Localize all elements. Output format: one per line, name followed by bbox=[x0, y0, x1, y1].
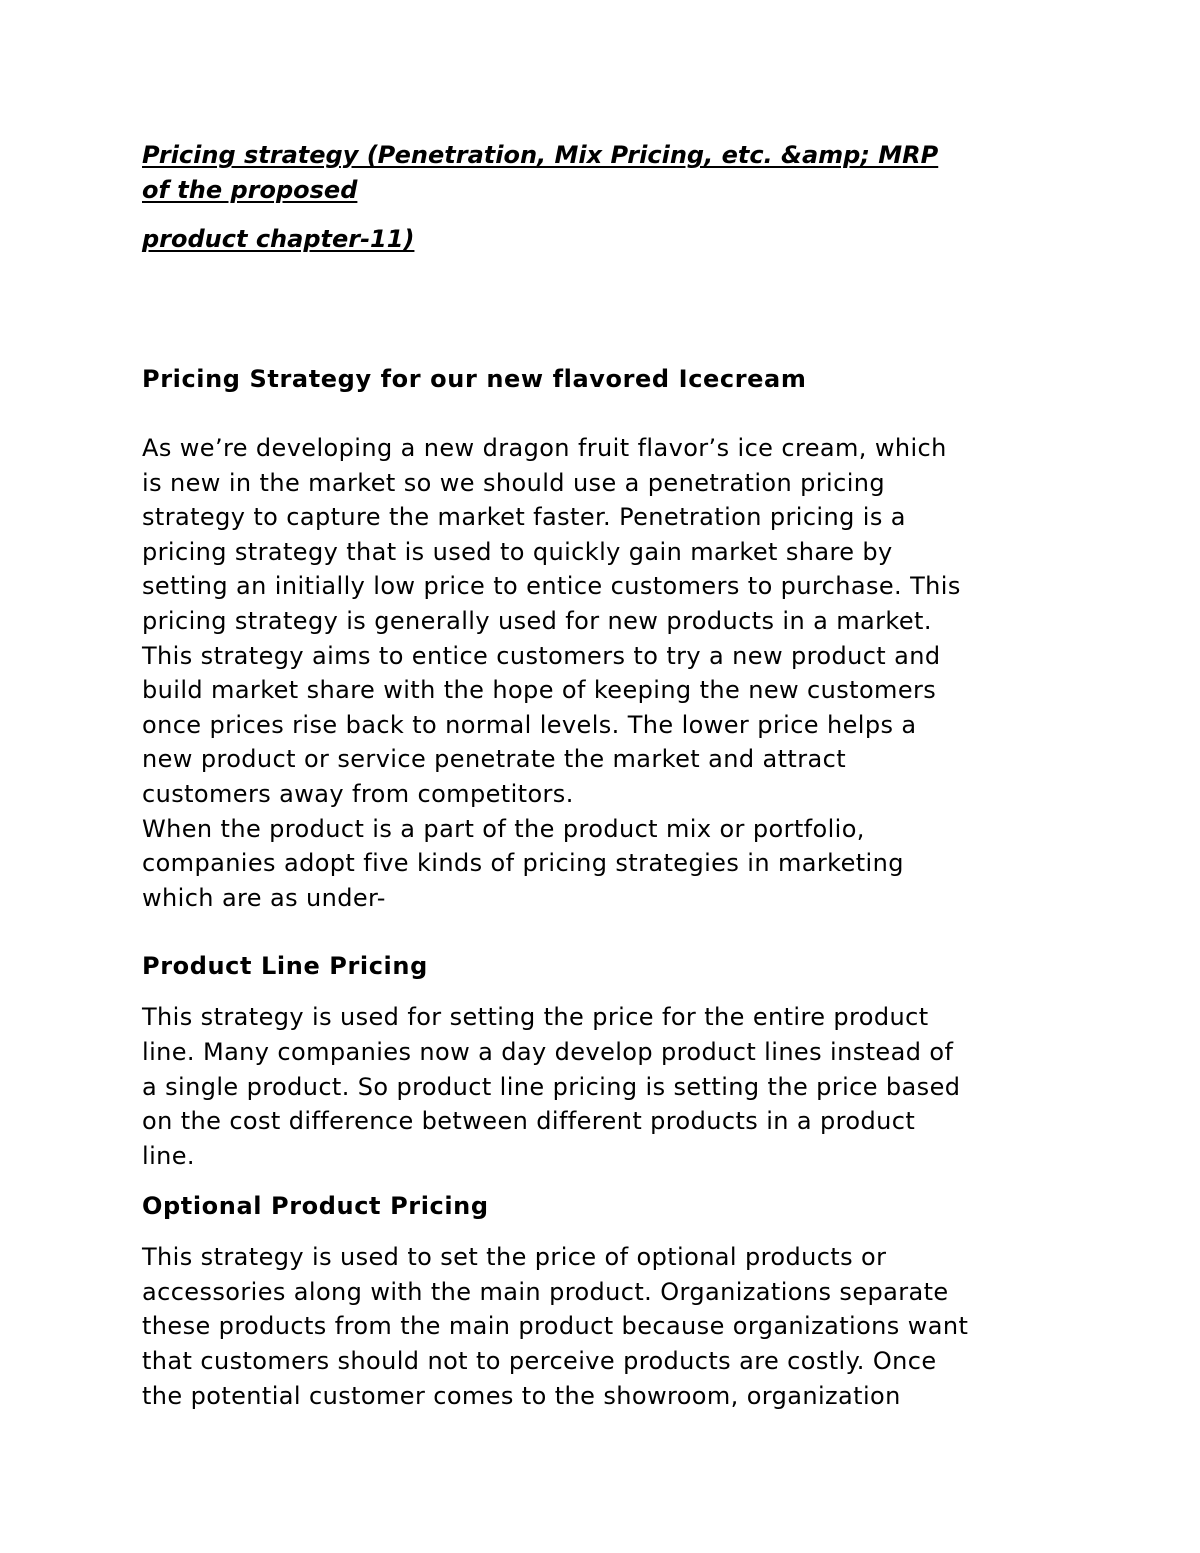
section-title: Pricing Strategy for our new flavored Icecream bbox=[142, 365, 807, 393]
paragraph-line: line. Many companies now a day develop product lines instead of bbox=[142, 1037, 954, 1066]
paragraph-line: that customers should not to perceive products are costly. Once bbox=[142, 1347, 937, 1376]
paragraph-line: When the product is a part of the product mix or portfolio, bbox=[142, 814, 865, 843]
section-paragraph bbox=[142, 1000, 1072, 1173]
paragraph-line: new product or service penetrate the market and attract bbox=[142, 745, 847, 774]
paragraph-line: which are as under- bbox=[142, 883, 386, 912]
paragraph-line: This strategy aims to entice customers to try a new product and bbox=[142, 641, 941, 670]
paragraph-line: the potential customer comes to the showroom, organization bbox=[142, 1381, 901, 1410]
heading-line-2: of the proposed bbox=[142, 176, 358, 204]
paragraph-line: companies adopt five kinds of pricing strategies in marketing bbox=[142, 849, 904, 878]
section-title: Product Line Pricing bbox=[142, 952, 428, 981]
paragraph-line: build market share with the hope of keeping the new customers bbox=[142, 676, 937, 705]
document-heading bbox=[142, 138, 1072, 257]
paragraph-line: strategy to capture the market faster. Penetration pricing is a bbox=[142, 503, 906, 532]
section-product-line-pricing bbox=[142, 949, 1072, 1173]
paragraph-line: This strategy is used for setting the price for the entire product bbox=[142, 1003, 929, 1032]
heading-line-1: Pricing strategy (Penetration, Mix Pricing, etc. &amp; MRP bbox=[142, 141, 939, 169]
paragraph-line: accessories along with the main product. Organizations separate bbox=[142, 1277, 949, 1306]
paragraph-line: customers away from competitors. bbox=[142, 779, 574, 808]
paragraph-line: As we’re developing a new dragon fruit flavor’s ice cream, which bbox=[142, 434, 947, 462]
paragraph-line: pricing strategy that is used to quickly gain market share by bbox=[142, 537, 893, 566]
paragraph-line: This strategy is used to set the price of optional products or bbox=[142, 1243, 887, 1272]
paragraph-line: once prices rise back to normal levels. The lower price helps a bbox=[142, 710, 917, 739]
section-pricing-strategy bbox=[142, 362, 1072, 915]
section-title: Optional Product Pricing bbox=[142, 1192, 489, 1221]
document-body bbox=[142, 362, 1072, 1413]
paragraph-line: on the cost difference between different products in a product bbox=[142, 1107, 916, 1136]
paragraph-line: is new in the market so we should use a penetration pricing bbox=[142, 468, 886, 497]
paragraph-line: these products from the main product because organizations want bbox=[142, 1312, 969, 1341]
paragraph-line: setting an initially low price to entice customers to purchase. This bbox=[142, 572, 961, 601]
section-paragraph bbox=[142, 431, 1072, 915]
heading-line-3: product chapter-11) bbox=[142, 225, 415, 253]
section-paragraph bbox=[142, 1240, 1072, 1413]
paragraph-line: pricing strategy is generally used for new products in a market. bbox=[142, 606, 932, 635]
paragraph-line: a single product. So product line pricing is setting the price based bbox=[142, 1072, 961, 1101]
paragraph-line: line. bbox=[142, 1141, 195, 1170]
section-optional-product-pricing bbox=[142, 1189, 1072, 1413]
